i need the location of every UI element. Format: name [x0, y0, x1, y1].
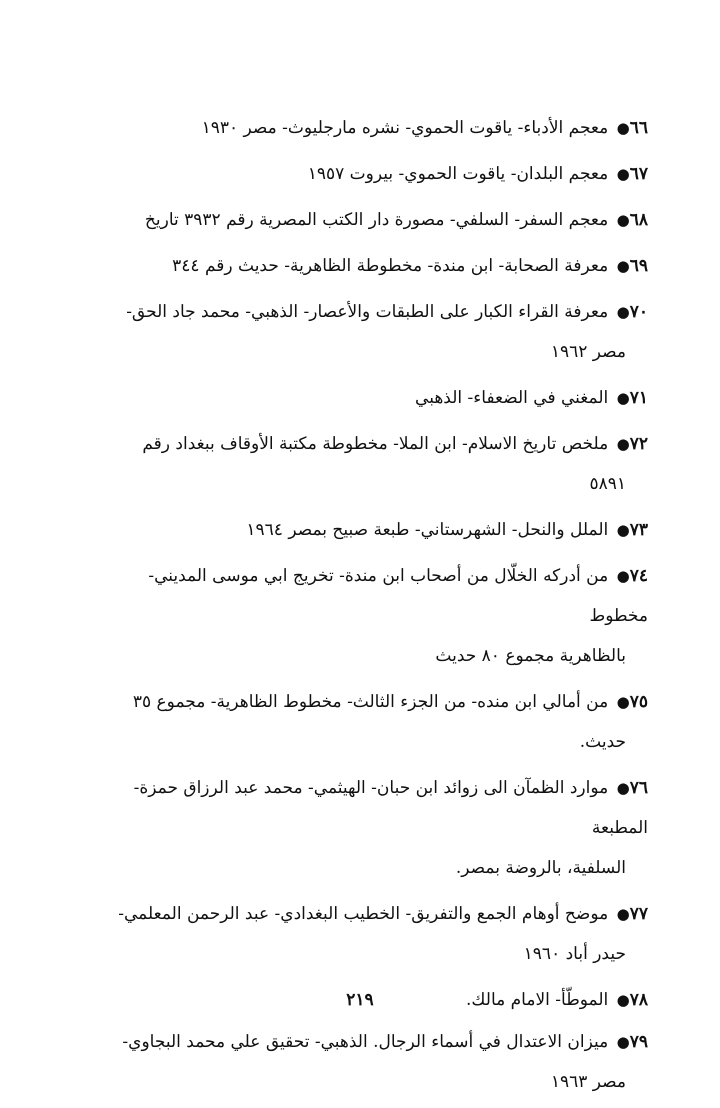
bibliography-entry-66 [100, 108, 648, 148]
bibliography-entry-68 [100, 200, 648, 240]
bullet-icon: ● [616, 303, 630, 321]
entry-number: ٧٧ [629, 904, 648, 924]
bullet-icon: ● [616, 257, 630, 275]
bullet-icon: ● [616, 211, 630, 229]
entry-text: من أمالي ابن منده- من الجزء الثالث- مخطوط الظاهرية- مجموع ٣٥ [132, 692, 609, 712]
entry-number: ٧٠ [629, 302, 648, 322]
bibliography-entry-71 [100, 378, 648, 418]
bibliography-entry-76 [100, 768, 648, 888]
bullet-icon: ● [616, 693, 630, 711]
entry-number: ٧٣ [629, 520, 648, 540]
bullet-icon: ● [616, 567, 630, 585]
entry-continuation: حيدر أباد ١٩٦٠ [523, 944, 626, 964]
bibliography-entry-75 [100, 682, 648, 762]
entry-number: ٧٨ [629, 990, 648, 1010]
bullet-icon: ● [616, 1033, 630, 1051]
entry-text: ملخص تاريخ الاسلام- ابن الملا- مخطوطة مكتبة الأوقاف ببغداد رقم [142, 434, 609, 454]
entry-text: المغني في الضعفاء- الذهبي [415, 388, 609, 408]
entry-text: معجم الأدباء- ياقوت الحموي- نشره مارجليوث- مصر ١٩٣٠ [201, 118, 609, 138]
bibliography-entry-69 [100, 246, 648, 286]
entry-text: من أدركه الخلّال من أصحاب ابن مندة- تخريج ابي موسى المديني- مخطوط [148, 566, 648, 626]
entry-number: ٦٧ [629, 164, 648, 184]
entry-text: معجم السفر- السلفي- مصورة دار الكتب المصرية رقم ٣٩٣٢ تاريخ [144, 210, 609, 230]
entry-number: ٦٦ [629, 118, 648, 138]
bullet-icon: ● [616, 389, 630, 407]
entry-number: ٧٦ [629, 778, 648, 798]
bullet-icon: ● [616, 991, 630, 1009]
entry-text: معرفة القراء الكبار على الطبقات والأعصار- الذهبي- محمد جاد الحق- [126, 302, 609, 322]
entry-number: ٧٢ [629, 434, 648, 454]
bibliography-entry-79 [100, 1022, 648, 1102]
bullet-icon: ● [616, 435, 630, 453]
entry-text: موارد الظمآن الى زوائد ابن حبان- الهيثمي- محمد عبد الرزاق حمزة- المطبعة [133, 778, 648, 838]
entry-text: الملل والنحل- الشهرستاني- طبعة صبيح بمصر ١٩٦٤ [246, 520, 609, 540]
bibliography-entry-70 [100, 292, 648, 372]
entry-continuation: مصر ١٩٦٣ [550, 1072, 626, 1092]
bibliography-entry-67 [100, 154, 648, 194]
entry-text: الموطّأ- الامام مالك. [466, 990, 609, 1010]
entry-continuation: السلفية، بالروضة بمصر. [455, 858, 626, 878]
bullet-icon: ● [616, 165, 630, 183]
page-number: ٢١٩ [346, 990, 374, 1010]
entry-text: معرفة الصحابة- ابن مندة- مخطوطة الظاهرية- حديث رقم ٣٤٤ [172, 256, 609, 276]
bibliography-entry-77 [100, 894, 648, 974]
bullet-icon: ● [616, 779, 630, 797]
entry-text: ميزان الاعتدال في أسماء الرجال. الذهبي- تحقيق علي محمد البجاوي- [122, 1032, 609, 1052]
bibliography-entry-74 [100, 556, 648, 676]
entry-number: ٦٩ [629, 256, 648, 276]
entry-number: ٧٤ [629, 566, 648, 586]
entry-number: ٧١ [629, 388, 648, 408]
entry-continuation: بالظاهرية مجموع ٨٠ حديث [435, 646, 626, 666]
entry-text: موضح أوهام الجمع والتفريق- الخطيب البغدادي- عبد الرحمن المعلمي- [118, 904, 609, 924]
entry-number: ٧٥ [629, 692, 648, 712]
bibliography-entry-73 [100, 510, 648, 550]
entry-continuation: حديث. [579, 732, 626, 752]
entry-number: ٧٩ [629, 1032, 648, 1052]
entry-continuation: ٥٨٩١ [589, 474, 626, 494]
entry-continuation: مصر ١٩٦٢ [550, 342, 626, 362]
bullet-icon: ● [616, 119, 630, 137]
bullet-icon: ● [616, 521, 630, 539]
entry-number: ٦٨ [629, 210, 648, 230]
bullet-icon: ● [616, 905, 630, 923]
bibliography-entry-72 [100, 424, 648, 504]
bibliography-list [100, 108, 648, 1108]
entry-text: معجم البلدان- ياقوت الحموي- بيروت ١٩٥٧ [307, 164, 609, 184]
